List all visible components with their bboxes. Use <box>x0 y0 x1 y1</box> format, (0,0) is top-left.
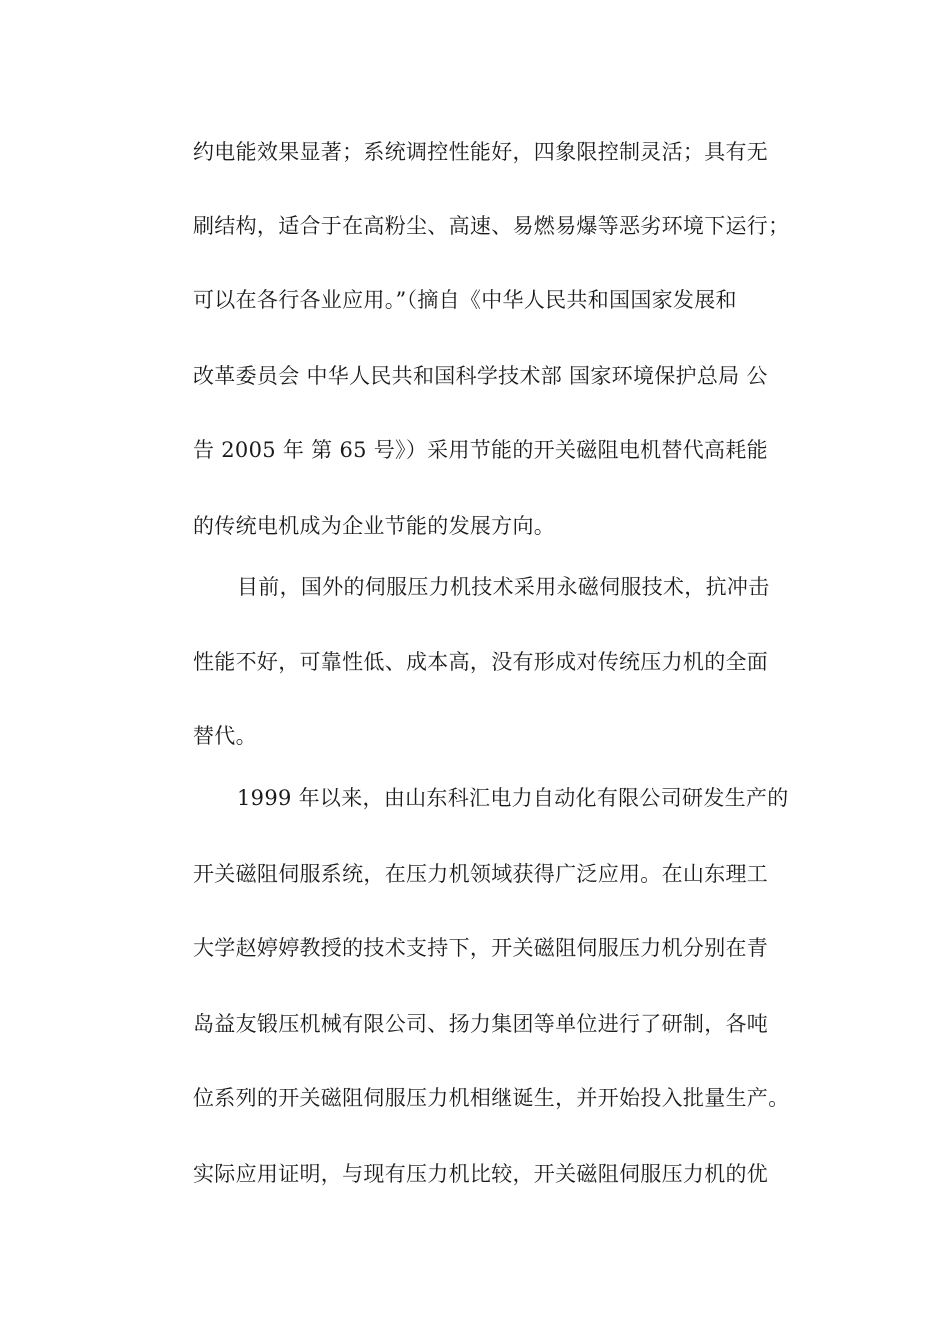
paragraph-line: 岛益友锻压机械有限公司、扬力集团等单位进行了研制，各吨 <box>193 1012 769 1036</box>
paragraph-line: 目前，国外的伺服压力机技术采用永磁伺服技术，抗冲击 <box>237 575 770 599</box>
paragraph-line: 可以在各行各业应用。”（摘自《中华人民共和国国家发展和 <box>193 288 737 312</box>
paragraph-line: 的传统电机成为企业节能的发展方向。 <box>193 514 556 538</box>
paragraph-line: 改革委员会 中华人民共和国科学技术部 国家环境保护总局 公 <box>193 364 768 388</box>
paragraph-line: 开关磁阻伺服系统，在压力机领域获得广泛应用。在山东理工 <box>193 862 769 886</box>
paragraph-line: 替代。 <box>193 724 257 748</box>
paragraph-line: 1999 年以来，由山东科汇电力自动化有限公司研发生产的 <box>237 786 789 810</box>
paragraph-line: 告 2005 年 第 65 号》）采用节能的开关磁阻电机替代高耗能 <box>193 438 768 462</box>
paragraph-line: 大学赵婷婷教授的技术支持下，开关磁阻伺服压力机分别在青 <box>193 936 769 960</box>
paragraph-line: 实际应用证明，与现有压力机比较，开关磁阻伺服压力机的优 <box>193 1162 769 1186</box>
paragraph-line: 刷结构，适合于在高粉尘、高速、易燃易爆等恶劣环境下运行； <box>193 214 790 238</box>
paragraph-line: 性能不好，可靠性低、成本高，没有形成对传统压力机的全面 <box>193 650 769 674</box>
paragraph-line: 位系列的开关磁阻伺服压力机相继诞生，并开始投入批量生产。 <box>193 1086 790 1110</box>
paragraph-line: 约电能效果显著；系统调控性能好，四象限控制灵活；具有无 <box>193 140 769 164</box>
